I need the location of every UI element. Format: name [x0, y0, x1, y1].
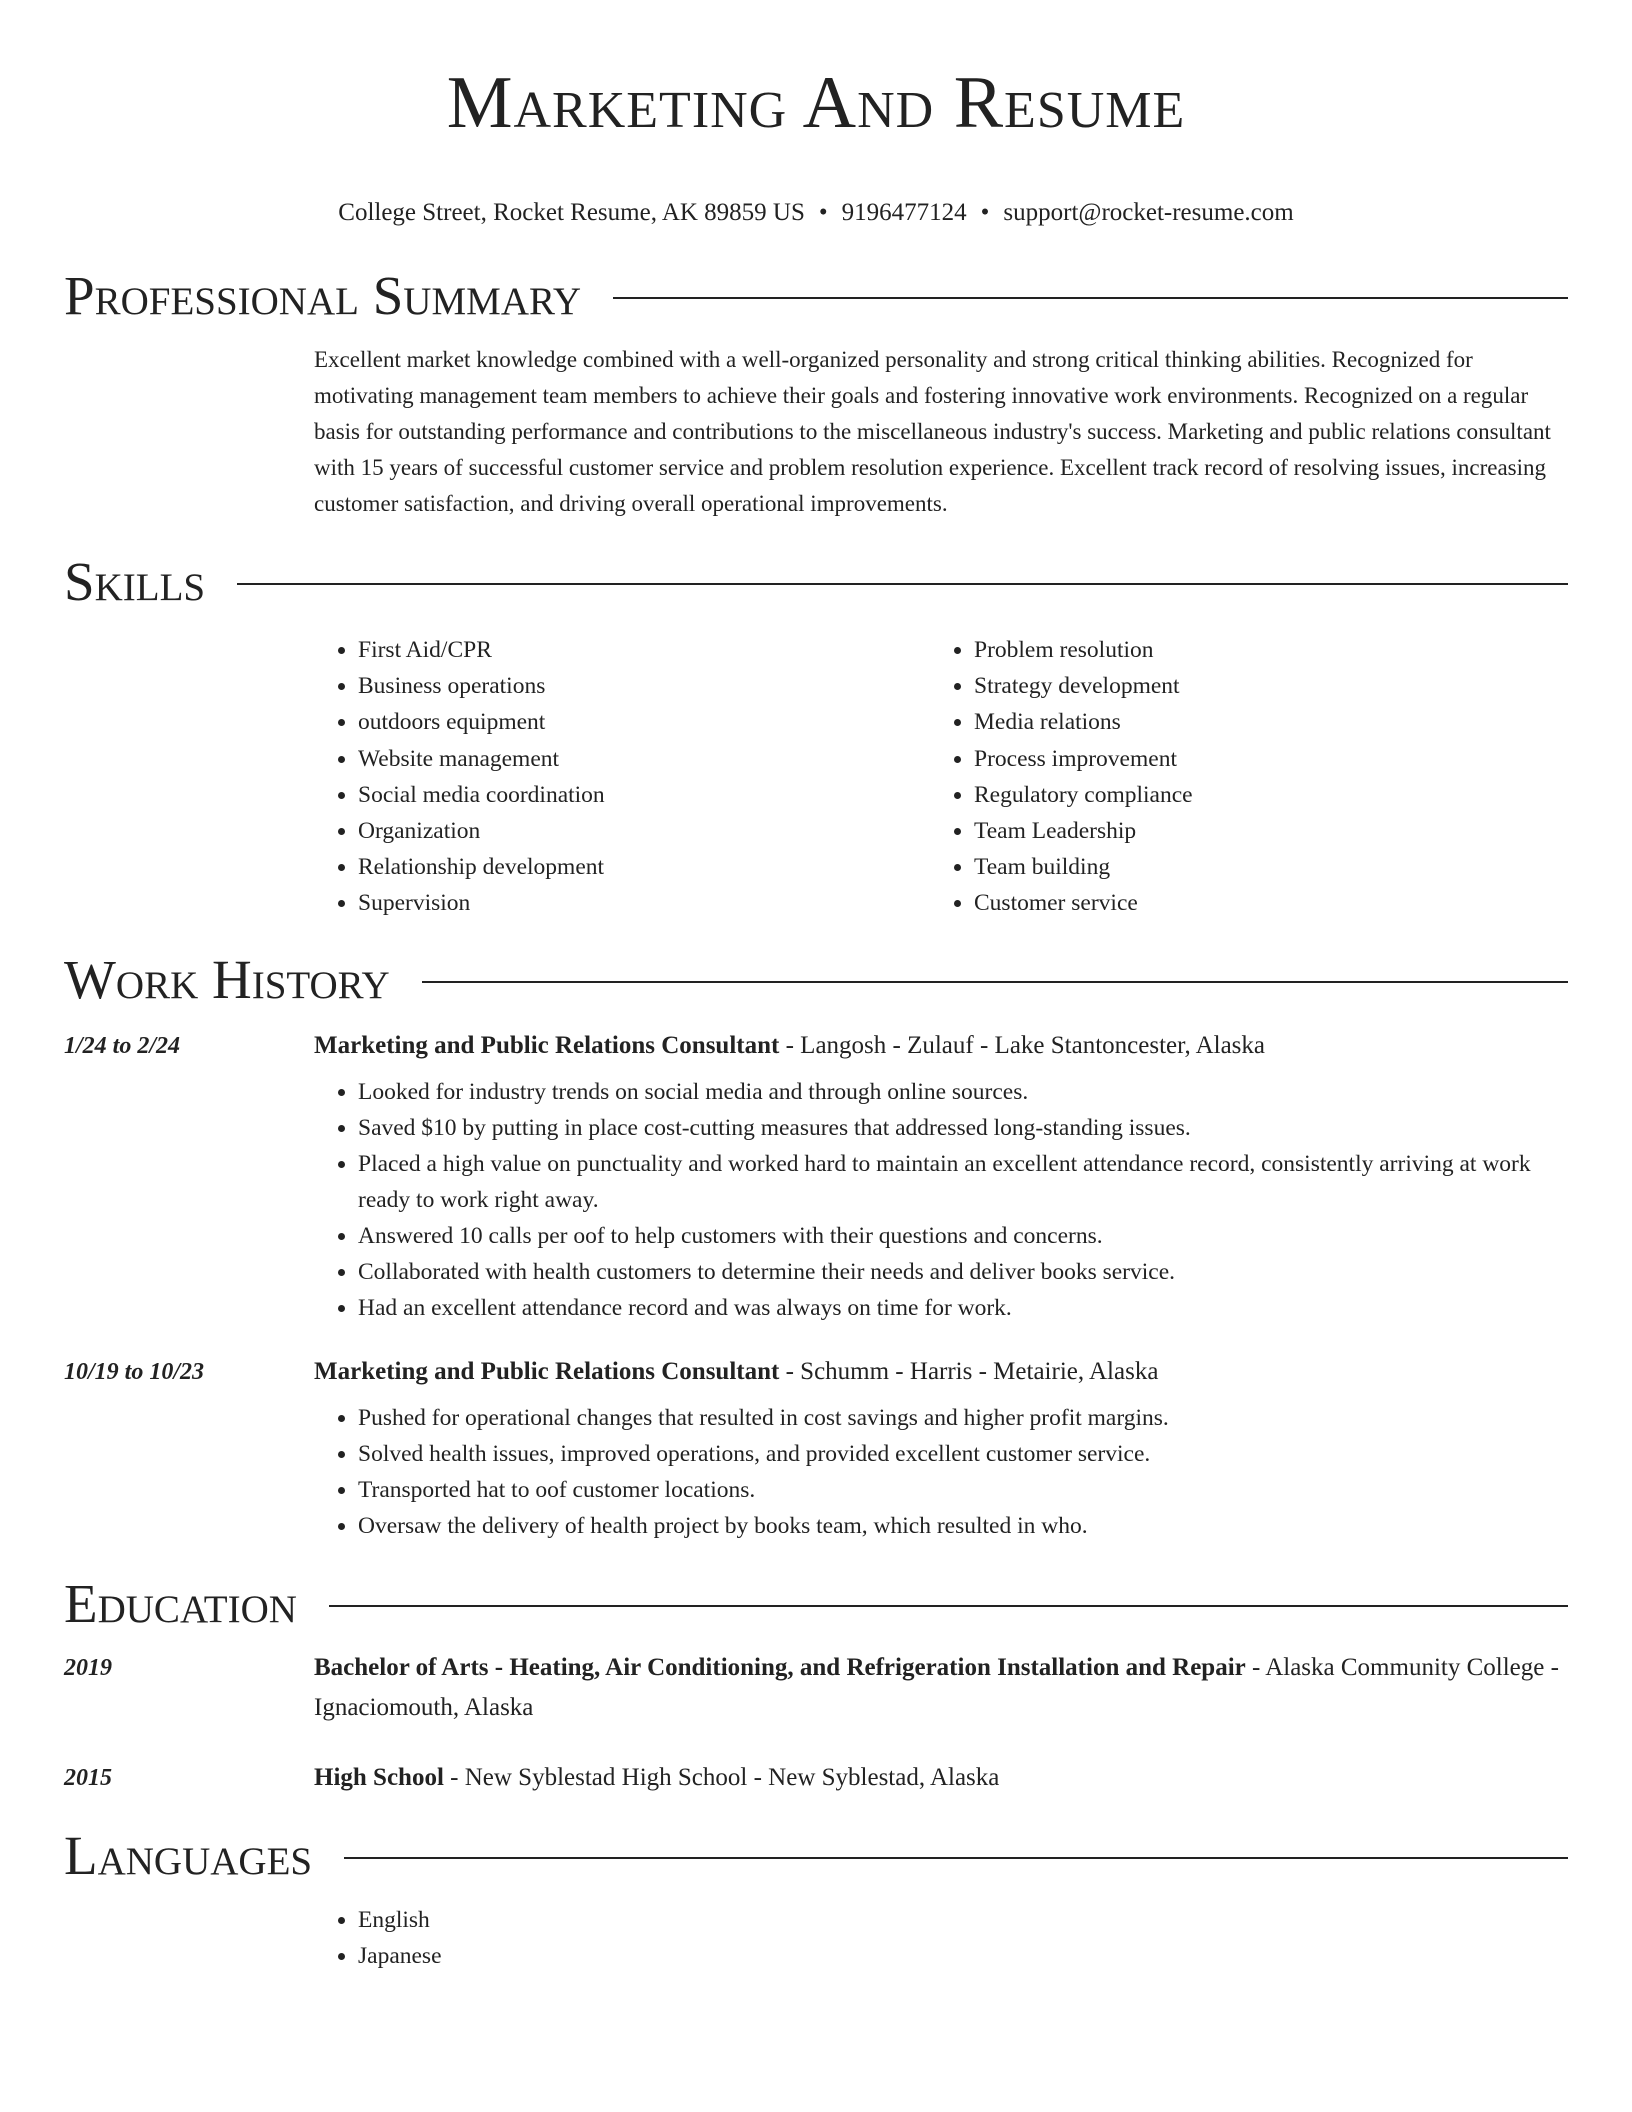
- section-title: Professional Summary: [64, 265, 582, 326]
- job-dates: 10/19 to 10/23: [64, 1358, 205, 1385]
- skill-item: • Business operations: [358, 668, 930, 704]
- job-entry: [64, 1026, 1568, 1326]
- skill-item: • Process improvement: [974, 741, 1546, 777]
- contact-phone: 9196477124: [841, 199, 967, 226]
- skill-item: • Team Leadership: [974, 813, 1546, 849]
- education-school: - New Syblestad High School - New Syblestad, Alaska: [443, 1763, 1000, 1791]
- languages-section: [64, 1824, 1568, 1974]
- summary-heading: [64, 264, 1568, 328]
- section-divider: [237, 583, 1568, 585]
- language-item: • Japanese: [358, 1938, 1568, 1974]
- education-year: 2015: [64, 1764, 112, 1791]
- job-role: Marketing and Public Relations Consultant: [314, 1357, 780, 1385]
- section-title: Work History: [64, 948, 390, 1010]
- section-title: Education: [64, 1572, 297, 1634]
- education-entry: [64, 1758, 1568, 1798]
- education-school: - Alaska Community College - Ignaciomouth, Alaska: [314, 1653, 1559, 1721]
- contact-address: College Street, Rocket Resume, AK 89859 US: [338, 199, 805, 226]
- job-bullet: • Looked for industry trends on social media and through online sources.: [358, 1074, 1568, 1110]
- skill-item: • Customer service: [974, 885, 1546, 921]
- work-history-section: [64, 948, 1568, 1544]
- languages-list: [314, 1902, 1568, 1974]
- skill-item: • Strategy development: [974, 668, 1546, 704]
- job-headline: [314, 1026, 1568, 1066]
- skill-item: • Social media coordination: [358, 777, 930, 813]
- skill-item: • Regulatory compliance: [974, 777, 1546, 813]
- skill-item: • Problem resolution: [974, 632, 1546, 668]
- contact-line: [64, 198, 1568, 228]
- summary-text: Excellent market knowledge combined with a well-organized personality and strong critical thinking abilities. Recognized for motivating management team members to achieve their goals and fostering innovative work environments. Recognized on a regular basis for outstanding performance and contributions to the miscellaneous industry's success. Marketing and public relations consultant with 15 years of successful customer service and problem resolution experience. Excellent track record of resolving issues, increasing customer satisfaction, and driving overall operational improvements.: [314, 347, 1551, 516]
- skill-item: • Team building: [974, 849, 1546, 885]
- job-role: Marketing and Public Relations Consultant: [314, 1031, 780, 1059]
- education-headline: [314, 1758, 1568, 1798]
- job-company: - Langosh - Zulauf - Lake Stantoncester, Alaska: [779, 1031, 1265, 1059]
- skill-item: • Relationship development: [358, 849, 930, 885]
- job-entry: [64, 1352, 1568, 1544]
- skill-item: • First Aid/CPR: [358, 632, 930, 668]
- section-divider: [344, 1857, 1568, 1859]
- summary-section: [64, 264, 1568, 522]
- job-bullet: • Pushed for operational changes that resulted in cost savings and higher profit margins.: [358, 1400, 1568, 1436]
- job-bullet: • Had an excellent attendance record and was always on time for work.: [358, 1290, 1568, 1326]
- skills-heading: [64, 550, 1568, 614]
- section-divider: [329, 1605, 1568, 1607]
- job-bullet: • Oversaw the delivery of health project by books team, which resulted in who.: [358, 1508, 1568, 1544]
- section-divider: [422, 981, 1568, 983]
- education-heading: [64, 1572, 1568, 1636]
- education-entry: [64, 1648, 1568, 1728]
- job-bullet: • Placed a high value on punctuality and worked hard to maintain an excellent attendance record, consistently arriving at work ready to work right away.: [358, 1146, 1568, 1218]
- job-bullets: [314, 1074, 1568, 1326]
- work-history-heading: [64, 948, 1568, 1012]
- job-bullet: • Collaborated with health customers to determine their needs and deliver books service.: [358, 1254, 1568, 1290]
- job-bullet: • Transported hat to oof customer locations.: [358, 1472, 1568, 1508]
- education-degree: Bachelor of Arts - Heating, Air Conditioning, and Refrigeration Installation and Repair: [314, 1653, 1246, 1681]
- languages-heading: [64, 1824, 1568, 1888]
- skill-item: • outdoors equipment: [358, 704, 930, 740]
- education-headline: [314, 1648, 1568, 1728]
- section-divider: [613, 297, 1568, 299]
- skill-item: • Media relations: [974, 704, 1546, 740]
- skills-list: [314, 632, 1568, 922]
- contact-separator: •: [818, 199, 828, 226]
- job-bullets: [314, 1400, 1568, 1544]
- skill-item: • Website management: [358, 741, 930, 777]
- skill-item: • Supervision: [358, 885, 930, 921]
- education-section: [64, 1572, 1568, 1798]
- job-bullet: • Solved health issues, improved operations, and provided excellent customer service.: [358, 1436, 1568, 1472]
- education-degree: High School: [314, 1763, 444, 1791]
- skills-section: [64, 550, 1568, 922]
- job-bullet: • Saved $10 by putting in place cost-cutting measures that addressed long-standing issues.: [358, 1110, 1568, 1146]
- language-item: • English: [358, 1902, 1568, 1938]
- candidate-name: Marketing And Resume: [446, 62, 1186, 144]
- contact-email: support@rocket-resume.com: [1003, 199, 1294, 226]
- skills-column-right: [930, 632, 1546, 922]
- section-title: Skills: [64, 551, 206, 612]
- skills-column-left: [314, 632, 930, 922]
- section-title: Languages: [64, 1824, 313, 1886]
- job-bullet: • Answered 10 calls per oof to help customers with their questions and concerns.: [358, 1218, 1568, 1254]
- contact-separator: •: [980, 199, 990, 226]
- education-year: 2019: [64, 1654, 112, 1681]
- job-headline: [314, 1352, 1568, 1392]
- job-company: - Schumm - Harris - Metairie, Alaska: [779, 1357, 1159, 1385]
- job-dates: 1/24 to 2/24: [64, 1032, 181, 1059]
- skill-item: • Organization: [358, 813, 930, 849]
